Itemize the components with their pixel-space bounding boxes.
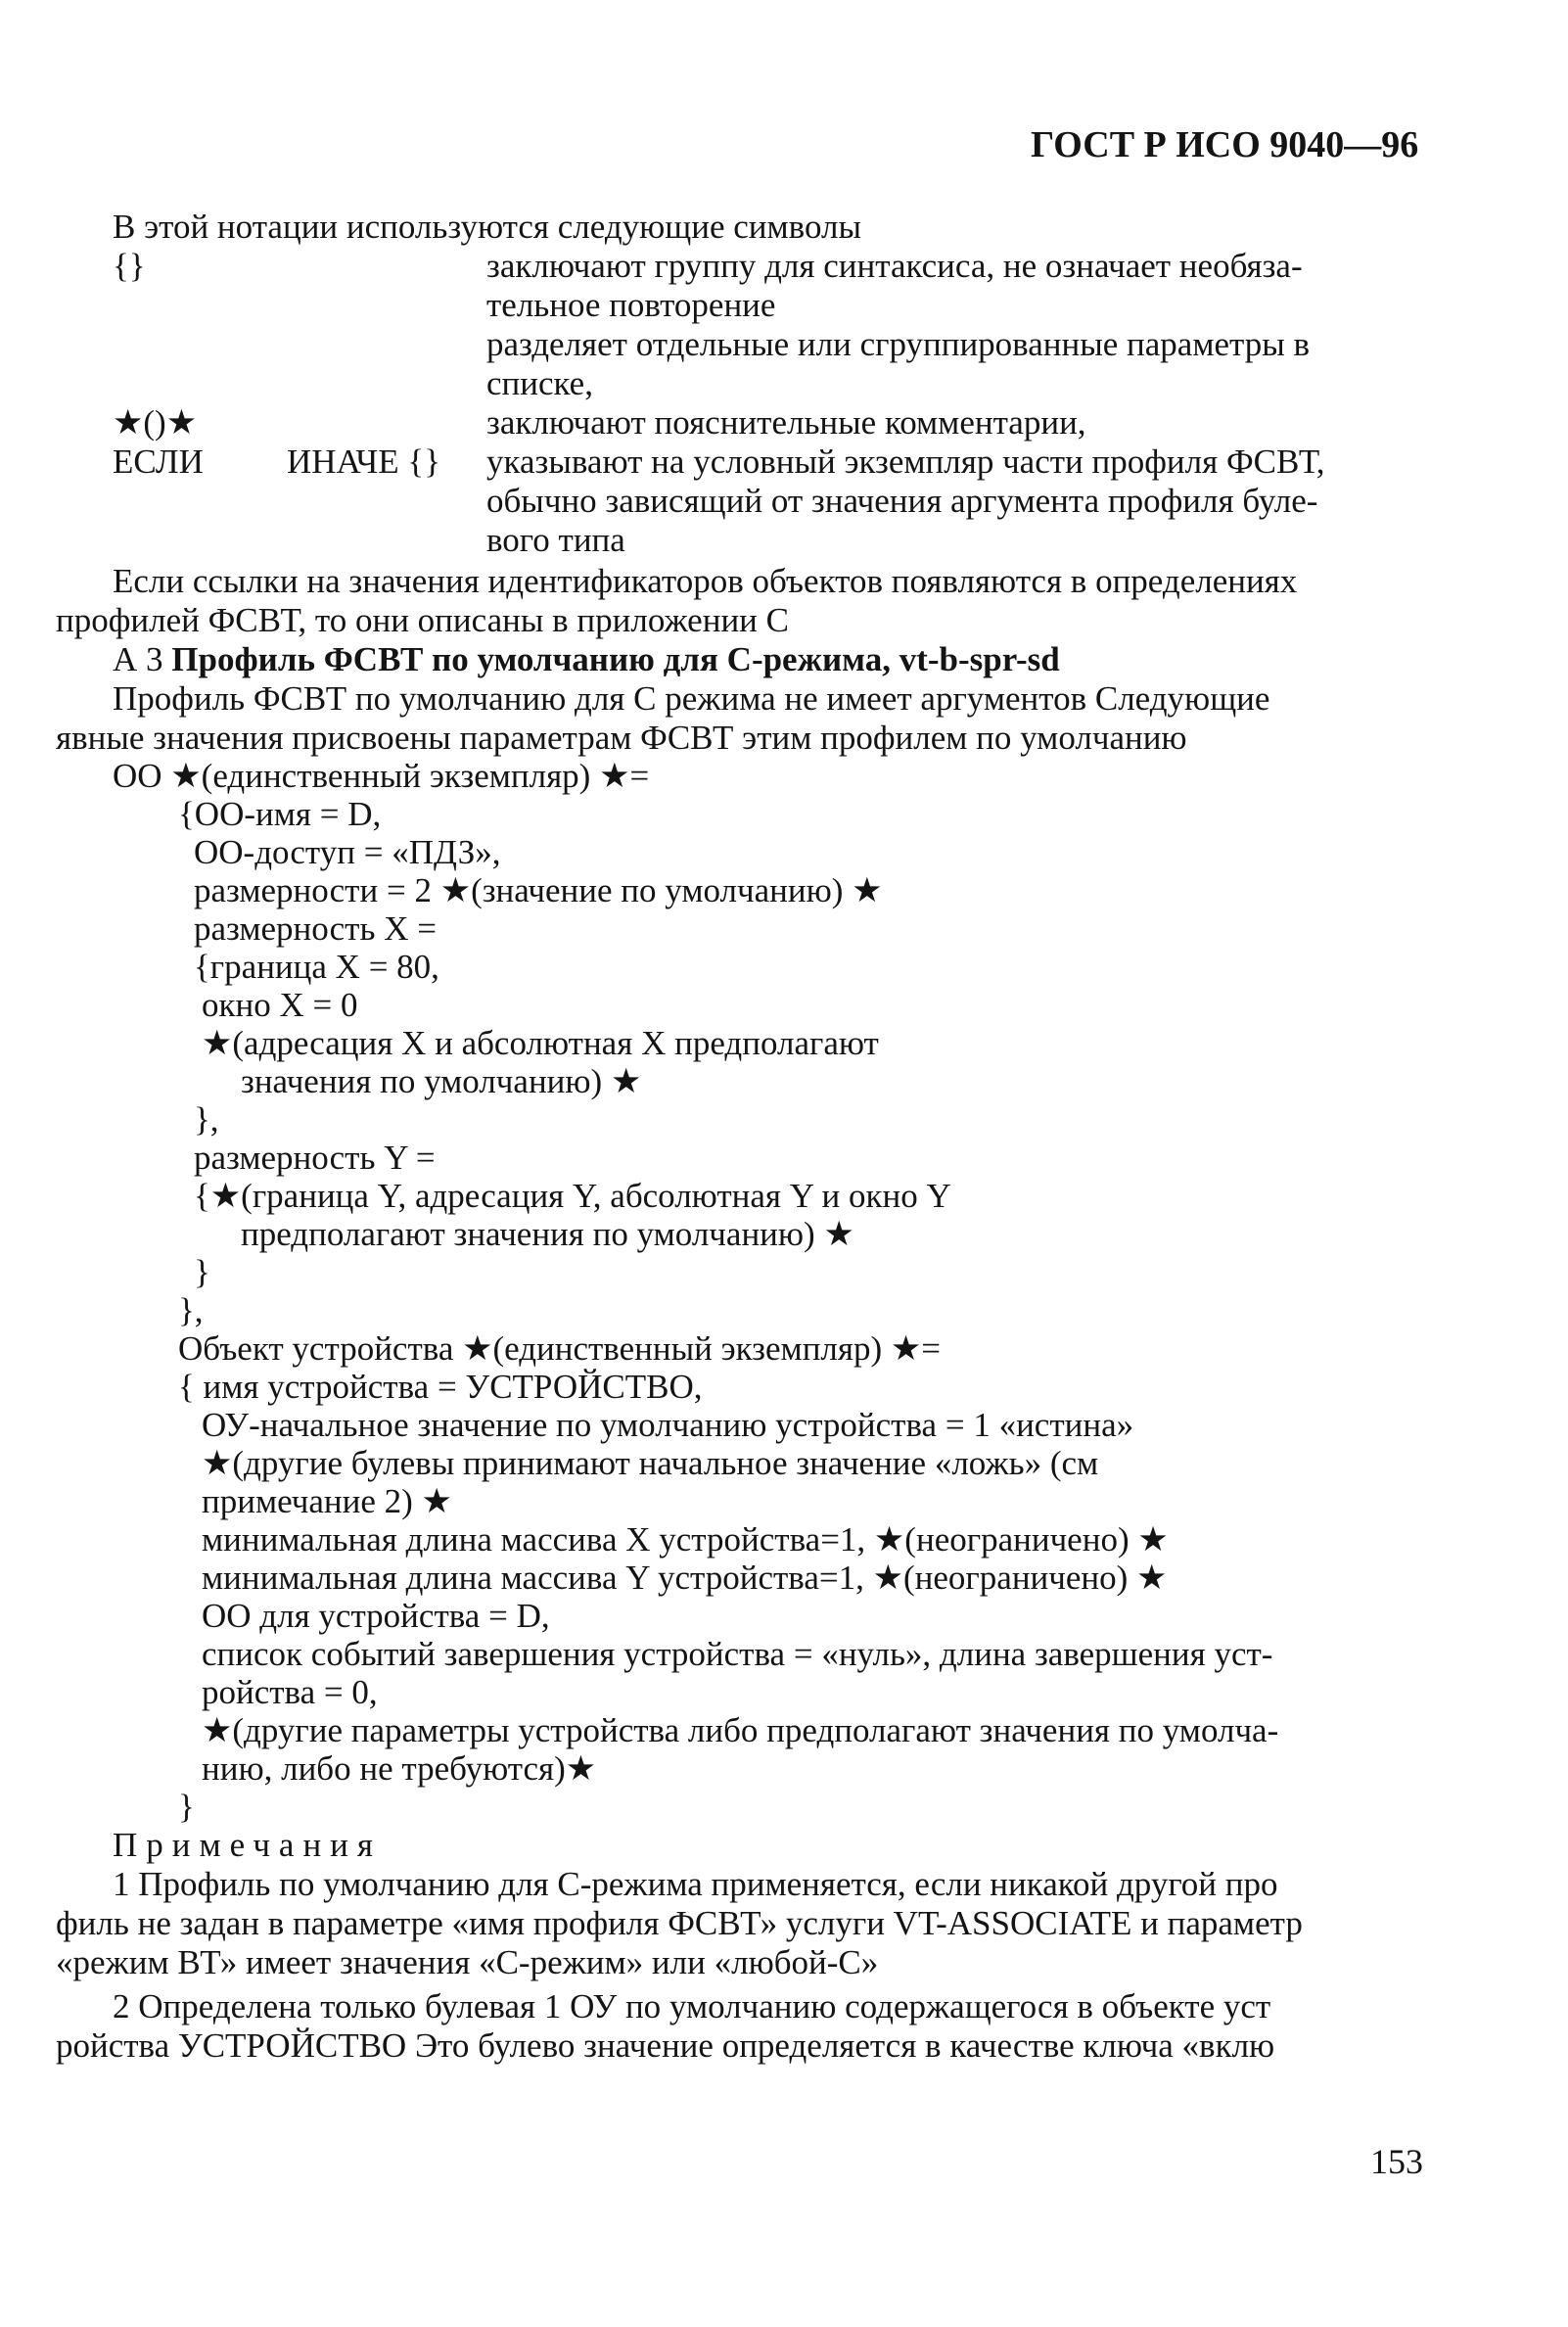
code-line: } [194,1253,210,1291]
references-line2: профилей ФСВТ, то они описаны в приложении С [56,601,789,639]
section-paragraph-line2: явные значения присвоены параметрам ФСВТ этим профилем по умолчанию [56,719,1187,757]
code-line: размерность Y = [194,1139,436,1177]
section-title: Профиль ФСВТ по умолчанию для С-режима, vt-b-spr-sd [171,640,1060,678]
code-line: список событий завершения устройства = «нуль», длина завершения уст- [202,1635,1273,1673]
code-line: ★(адресация X и абсолютная X предполагают [202,1024,879,1062]
code-line: { имя устройства = УСТРОЙСТВО, [178,1368,703,1406]
code-line: ОУ-начальное значение по умолчанию устройства = 1 «истина» [202,1406,1134,1444]
notation-desc-conditional-line1: указывают на условный экземпляр части профиля ФСВТ, [486,442,1325,481]
code-line: {ОО-имя = D, [178,795,382,833]
notation-desc-comment: заключают пояснительные комментарии, [486,403,1086,442]
notation-desc-separator-line1: разделяет отдельные или сгруппированные параметры в [486,325,1311,363]
code-line: минимальная длина массива Y устройства=1, ★(неограничено) ★ [202,1559,1168,1597]
note2-line1: 2 Определена только булевая 1 ОУ по умолчанию содержащегося в объекте уст [113,1987,1271,2025]
code-line: {граница X = 80, [194,948,439,986]
section-paragraph-line1: Профиль ФСВТ по умолчанию для С режима не имеет аргументов Следующие [113,679,1270,718]
references-line1: Если ссылки на значения идентификаторов объектов появляются в определениях [113,562,1298,600]
code-line: примечание 2) ★ [202,1482,452,1520]
notation-symbol-comment: ★()★ [113,403,198,442]
notation-desc-separator-line2: списке, [486,364,593,402]
code-line: }, [194,1100,219,1139]
code-line: ОО-доступ = «ПДЗ», [194,833,501,871]
code-line: значения по умолчанию) ★ [241,1062,642,1100]
code-line: } [178,1788,195,1826]
document-header: ГОСТ Р ИСО 9040—96 [1031,124,1419,165]
note1-line3: «режим ВТ» имеет значения «С-режим» или «любой-С» [56,1943,879,1981]
code-line: Объект устройства ★(единственный экземпляр) ★= [178,1329,942,1368]
notation-desc-conditional-line3: вого типа [486,521,625,559]
notes-heading: Примечания [113,1826,383,1864]
section-number: А 3 [113,640,163,678]
notation-symbol-else: ИНАЧЕ {} [287,442,440,481]
notation-symbol-if: ЕСЛИ [113,442,204,481]
notation-intro: В этой нотации используются следующие символы [113,208,861,246]
code-line: предполагают значения по умолчанию) ★ [241,1215,854,1253]
code-line: ★(другие булевы принимают начальное значение «ложь» (см [202,1444,1099,1482]
notation-desc-braces-line2: тельное повторение [486,286,776,324]
code-line: нию, либо не требуются)★ [202,1749,597,1788]
code-line: ОО ★(единственный экземпляр) ★= [113,757,650,795]
note1-line1: 1 Профиль по умолчанию для С-режима применяется, если никакой другой про [113,1865,1278,1903]
note2-line2: ройства УСТРОЙСТВО Это булево значение определяется в качестве ключа «вклю [56,2026,1275,2065]
note1-line2: филь не задан в параметре «имя профиля ФСВТ» услуги VT-ASSOCIATE и параметр [56,1904,1303,1942]
code-line: ★(другие параметры устройства либо предполагают значения по умолча- [202,1711,1279,1749]
code-line: }, [178,1291,204,1329]
code-line: {★(граница Y, адресация Y, абсолютная Y и окно Y [194,1177,951,1215]
notation-symbol-braces: {} [113,247,146,285]
code-line: размерности = 2 ★(значение по умолчанию) ★ [194,871,883,909]
code-line: размерность X = [194,909,437,948]
page-number: 153 [1370,2142,1423,2181]
notation-desc-braces-line1: заключают группу для синтаксиса, не означает необяза- [486,247,1303,285]
section-heading [113,640,1060,679]
code-line: ОО для устройства = D, [202,1597,550,1635]
code-line: минимальная длина массива X устройства=1, ★(неограничено) ★ [202,1520,1169,1559]
code-line: ройства = 0, [202,1673,378,1711]
notation-desc-conditional-line2: обычно зависящий от значения аргумента профиля буле- [486,482,1318,520]
code-line: окно X = 0 [202,986,358,1024]
